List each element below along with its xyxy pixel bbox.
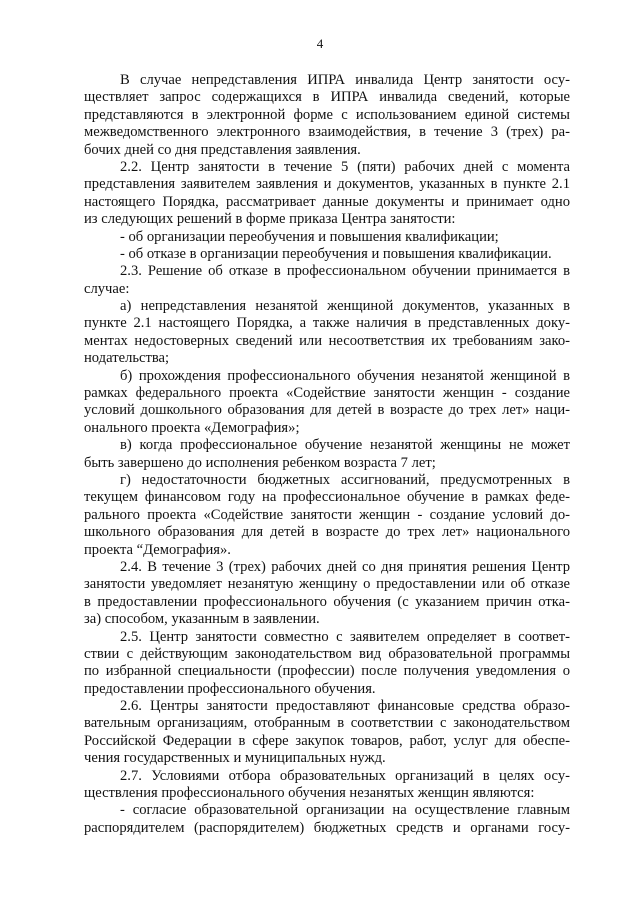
text-line: 2.7. Условиями отбора образовательных организаций в целях осу- — [120, 767, 570, 784]
document-body — [84, 72, 570, 837]
text-line: случае: — [84, 280, 130, 297]
text-line: проекта “Демография». — [84, 541, 231, 558]
text-line: 2.4. В течение 3 (трех) рабочих дней со дня принятия решения Центр — [120, 558, 570, 575]
text-line: распорядителем (распорядителем) бюджетных средств и органами госу- — [84, 819, 570, 836]
text-line: - согласие образовательной организации на осуществление главным — [120, 802, 570, 819]
text-line: условий дошкольного образования для детей в возрасте до трех лет» нaци- — [84, 402, 570, 419]
text-line: ментах недостоверных сведений или несоответствия их требованиям зако- — [84, 332, 570, 349]
text-line: рамках федерального проекта «Содействие занятости женщин - создание — [84, 385, 570, 402]
text-line: текущем финансовом году на профессиональное обучение в рамках феде- — [84, 489, 570, 506]
text-line: в) когда профессиональное обучение незанятой женщины не может — [120, 437, 570, 454]
text-line: чения государственных и муниципальных нужд. — [84, 750, 386, 767]
text-line: 2.5. Центр занятости совместно с заявителем определяет в соответ- — [120, 628, 570, 645]
text-line: межведомственного электронного взаимодействия, в течение 3 (трех) ра- — [84, 124, 570, 141]
text-line: - об организации переобучения и повышения квалификации; — [120, 228, 499, 245]
text-line: пункте 2.1 настоящего Порядка, а также наличия в представленных доку- — [84, 315, 570, 332]
text-line: г) недостаточности бюджетных ассигнований, предусмотренных в — [120, 471, 570, 488]
text-line: школьного образования для детей в возрасте до трех лет» национального — [84, 524, 570, 541]
text-line: ствии с действующим законодательством вид образовательной программы — [84, 645, 570, 662]
text-line: - об отказе в организации переобучения и повышения квалификации. — [120, 245, 552, 262]
text-line: в предоставлении профессионального обучения (с указанием причин отка- — [84, 593, 570, 610]
text-line: Российской Федерации в сфере закупок товаров, работ, услуг для обеспе- — [84, 732, 570, 749]
text-line: ществляет запрос содержащихся в ИПРА инвалида сведений, которые — [84, 89, 570, 106]
text-line: за) способом, указанным в заявлении. — [84, 611, 320, 628]
text-line: бочих дней со дня представления заявления. — [84, 141, 361, 158]
text-line: представляются в электронной форме с использованием единой системы — [84, 106, 570, 123]
text-line: по избранной специальности (профессии) после получения уведомления о — [84, 663, 570, 680]
text-line: вательным организациям, отобранным в соответствии с законодательством — [84, 715, 570, 732]
text-line: представления заявителем заявления и документов, указанных в пункте 2.1 — [84, 176, 570, 193]
page-number: 4 — [316, 36, 324, 51]
text-line: ществления профессионального обучения незанятых женщин являются: — [84, 785, 535, 802]
text-line: из следующих решений в форме приказа Центра занятости: — [84, 211, 456, 228]
text-line: предоставлении профессионального обучения. — [84, 680, 376, 697]
text-line: б) прохождения профессионального обучения незанятой женщиной в — [120, 367, 570, 384]
text-line: 2.6. Центры занятости предоставляют финансовые средства образо- — [120, 698, 570, 715]
text-line: занятости уведомляет незанятую женщину о предоставлении или об отказе — [84, 576, 570, 593]
text-line: настоящего Порядка, рассматривает данные документы и принимает одно — [84, 193, 570, 210]
text-line: онального проекта «Демография»; — [84, 419, 300, 436]
text-line: В случае непредставления ИПРА инвалида Центр занятости осу- — [120, 72, 570, 88]
text-line: 2.3. Решение об отказе в профессиональном обучении принимается в — [120, 263, 570, 280]
text-line: 2.2. Центр занятости в течение 5 (пяти) рабочих дней с момента — [120, 158, 570, 175]
text-line: рального проекта «Содействие занятости женщин - создание условий до- — [84, 506, 570, 523]
text-line: нодательства; — [84, 350, 170, 367]
text-line: быть завершено до исполнения ребенком возраста 7 лет; — [84, 454, 436, 471]
text-line: а) непредставления незанятой женщиной документов, указанных в — [120, 298, 570, 315]
